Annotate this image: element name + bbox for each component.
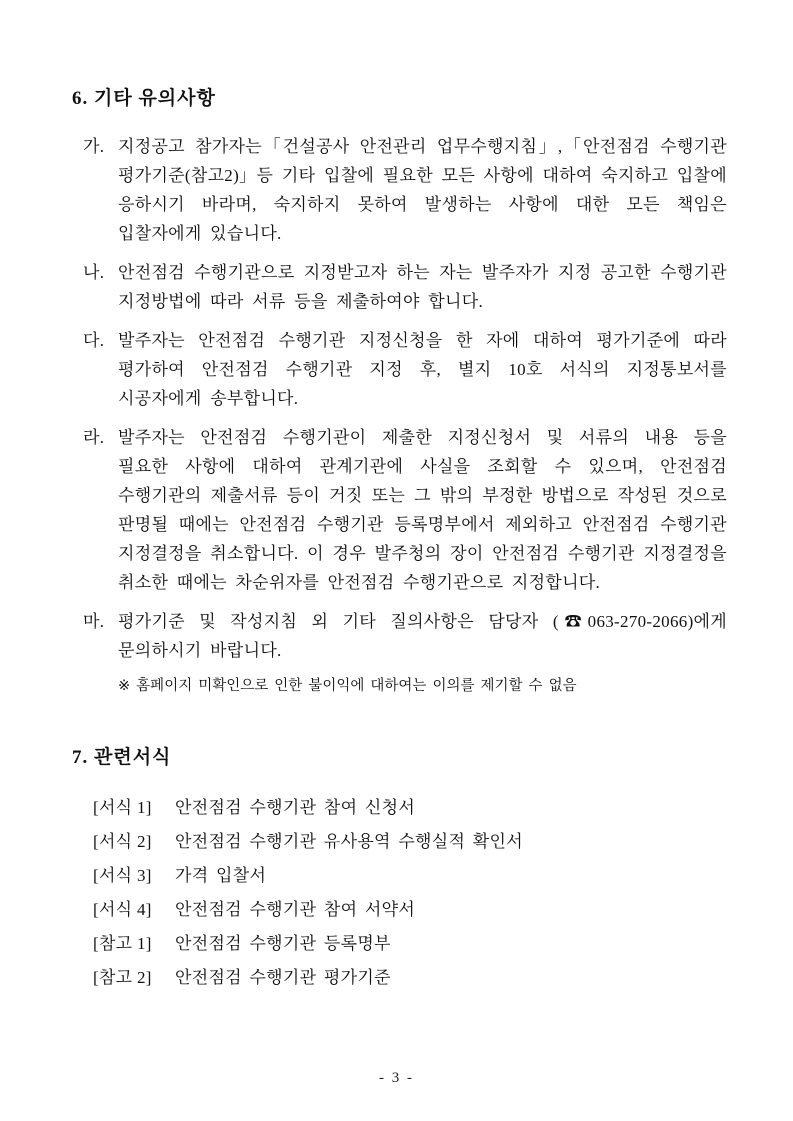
clause-item-da bbox=[83, 326, 727, 413]
form-label: [서식 1] bbox=[93, 798, 152, 817]
form-label: [서식 3] bbox=[93, 866, 152, 885]
clause-label: 마. bbox=[83, 612, 105, 631]
section-7-title: 7. 관련서식 bbox=[72, 747, 172, 768]
clause-text: 안전점검 수행기관으로 지정받고자 하는 자는 발주자가 지정 공고한 수행기관 지정방법에 따라 서류 등을 제출하여야 합니다. bbox=[118, 263, 727, 311]
form-list-item bbox=[93, 791, 727, 825]
clause-text: 발주자는 안전점검 수행기관이 제출한 지정신청서 및 서류의 내용 등을 필요한 사항에 대하여 관계기관에 사실을 조회할 수 있으며, 안전점검 수행기관의 제출서류 등이 거짓 또는 그 밖의 부정한 방법으로 작성된 것으로 판명될 때에는 안전점검 수행기관 등록명부에서 제외하고 안전점검 수행기관 지정결정을 취소합니다. 이 경우 발주청의 장이 안전점검 수행기관 지정결정을 취소한 때에는 차순위자를 안전점검 수행기관으로 지정합니다. bbox=[118, 428, 727, 592]
clause-label: 다. bbox=[83, 331, 105, 350]
clause-item-na bbox=[83, 258, 727, 316]
form-list-item bbox=[93, 825, 727, 859]
form-list-item bbox=[93, 927, 727, 961]
clause-list bbox=[72, 132, 727, 665]
form-title: 안전점검 수행기관 참여 신청서 bbox=[175, 798, 416, 817]
form-label: [참고 1] bbox=[93, 934, 152, 953]
form-title: 가격 입찰서 bbox=[175, 866, 267, 885]
clause-item-ma bbox=[83, 607, 727, 665]
clause-item-ra bbox=[83, 423, 727, 597]
form-label: [서식 2] bbox=[93, 832, 152, 851]
clause-item-ga bbox=[83, 132, 727, 248]
form-title: 안전점검 수행기관 참여 서약서 bbox=[175, 900, 416, 919]
form-list-item bbox=[93, 893, 727, 927]
clause-label: 라. bbox=[83, 428, 105, 447]
clause-text: 평가기준 및 작성지침 외 기타 질의사항은 담당자 (☎063-270-2066)에게 문의하시기 바랍니다. bbox=[118, 612, 727, 660]
form-title: 안전점검 수행기관 평가기준 bbox=[175, 968, 391, 987]
form-label: [참고 2] bbox=[93, 968, 152, 987]
form-list bbox=[72, 791, 727, 995]
section-other-notices bbox=[72, 86, 727, 697]
form-label: [서식 4] bbox=[93, 900, 152, 919]
section-related-forms bbox=[72, 745, 727, 995]
form-list-item bbox=[93, 859, 727, 893]
clause-label: 나. bbox=[83, 263, 105, 282]
homepage-disclaimer-note: ※ 홈페이지 미확인으로 인한 불이익에 대하여는 이의를 제기할 수 없음 bbox=[118, 678, 577, 694]
form-list-item bbox=[93, 961, 727, 995]
document-content bbox=[72, 86, 727, 995]
form-title: 안전점검 수행기관 등록명부 bbox=[175, 934, 391, 953]
section-6-title: 6. 기타 유의사항 bbox=[72, 88, 216, 109]
clause-label: 가. bbox=[83, 137, 105, 156]
clause-text: 지정공고 참가자는「건설공사 안전관리 업무수행지침」,「안전점검 수행기관 평가기준(참고2)」등 기타 입찰에 필요한 모든 사항에 대하여 숙지하고 입찰에 응하시기 바라며, 숙지하지 못하여 발생하는 사항에 대한 모든 책임은 입찰자에게 있습니다. bbox=[118, 137, 727, 243]
form-title: 안전점검 수행기관 유사용역 수행실적 확인서 bbox=[175, 832, 523, 851]
clause-text: 발주자는 안전점검 수행기관 지정신청을 한 자에 대하여 평가기준에 따라 평가하여 안전점검 수행기관 지정 후, 별지 10호 서식의 지정통보서를 시공자에게 송부합니다. bbox=[118, 331, 727, 408]
page-number: - 3 - bbox=[379, 1070, 414, 1086]
